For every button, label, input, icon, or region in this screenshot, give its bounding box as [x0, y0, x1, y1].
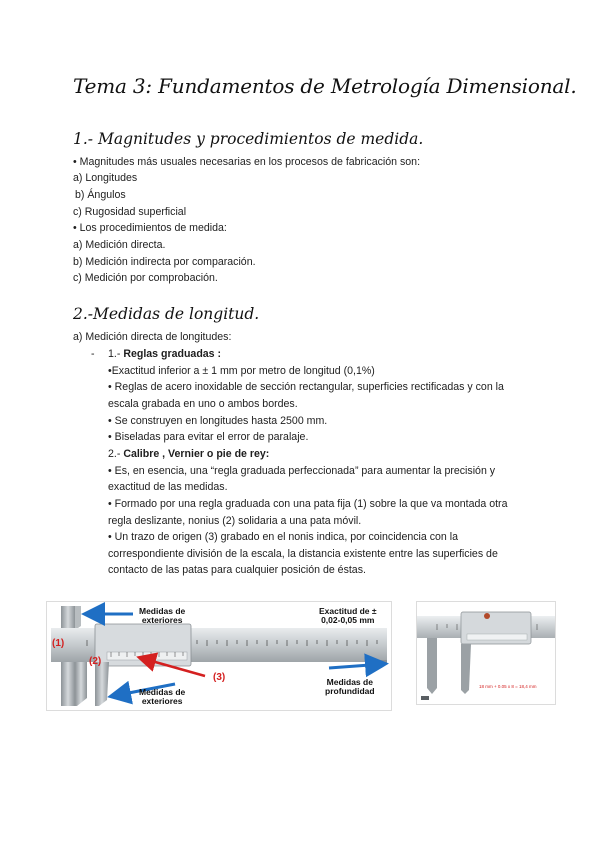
item1-line: • Se construyen en longitudes hasta 2500 mm. — [108, 415, 328, 427]
item2-line: • Un trazo de origen (3) grabado en el nonis indica, por coincidencia con la — [108, 531, 458, 543]
s1-line: • Magnitudes más usuales necesarias en los procesos de fabricación son: — [73, 156, 421, 168]
item2-line: contacto de las patas para cualquier posición de éstas. — [108, 564, 366, 576]
label-exteriores-bottom: Medidas de exteriores — [139, 687, 186, 706]
caliper-figure — [46, 601, 392, 711]
label-profundidad: Medidas de profundidad — [325, 677, 375, 696]
section2-heading: 2.-Medidas de longitud. — [73, 305, 260, 323]
item2-line: correspondiente división de la escala, la distancia existente entre las superficies de — [108, 548, 498, 560]
s1-line: c) Rugosidad superficial — [73, 206, 187, 218]
s1-line: • Los procedimientos de medida: — [73, 222, 227, 234]
reading-formula: 18 mm + 0.05 x 8 = 18,4 mm — [479, 684, 537, 689]
label-exteriores-top: Medidas de exteriores — [139, 606, 186, 625]
item1-line: escala grabada en uno o ambos bordes. — [108, 398, 298, 410]
s2-intro: a) Medición directa de longitudes: — [73, 331, 232, 343]
item1-line: • Biseladas para evitar el error de paralaje. — [108, 431, 309, 443]
list-dash: - — [91, 348, 95, 360]
item2-line: exactitud de las medidas. — [108, 481, 228, 493]
caliper-reading-figure — [416, 601, 556, 705]
item1-line: • Reglas de acero inoxidable de sección rectangular, superficies rectificadas y con la — [108, 381, 504, 393]
item2-line: regla deslizante, nonius (2) solidaria a una pata móvil. — [108, 515, 362, 527]
item1-bold: Reglas graduadas : — [123, 348, 222, 360]
marker-1: (1) — [52, 638, 65, 649]
s1-line: a) Longitudes — [73, 172, 138, 184]
item2-line: • Formado por una regla graduada con una pata fija (1) sobre la que va montada otra — [108, 498, 508, 510]
item2-bold: Calibre , Vernier o pie de rey: — [123, 448, 270, 460]
marker-3: (3) — [213, 672, 226, 683]
section1-heading: 1.- Magnitudes y procedimientos de medida. — [73, 130, 424, 148]
item2-prefix: 2.- — [108, 448, 124, 460]
item1-title — [108, 347, 221, 361]
s1-line: c) Medición por comprobación. — [73, 272, 218, 284]
marker-2: (2) — [89, 656, 102, 667]
item1-prefix: 1.- — [108, 348, 124, 360]
item2-title — [108, 447, 269, 461]
s1-line: b) Medición indirecta por comparación. — [73, 256, 256, 268]
item2-line: • Es, en esencia, una “regla graduada perfeccionada” para aumentar la precisión y — [108, 465, 496, 477]
s1-line: a) Medición directa. — [73, 239, 166, 251]
s1-line: b) Ángulos — [75, 189, 126, 201]
item1-line: •Exactitud inferior a ± 1 mm por metro de longitud (0,1%) — [108, 365, 375, 377]
label-exactitud: Exactitud de ± 0,02-0,05 mm — [319, 606, 377, 625]
page-title: Tema 3: Fundamentos de Metrología Dimensional. — [73, 74, 577, 98]
